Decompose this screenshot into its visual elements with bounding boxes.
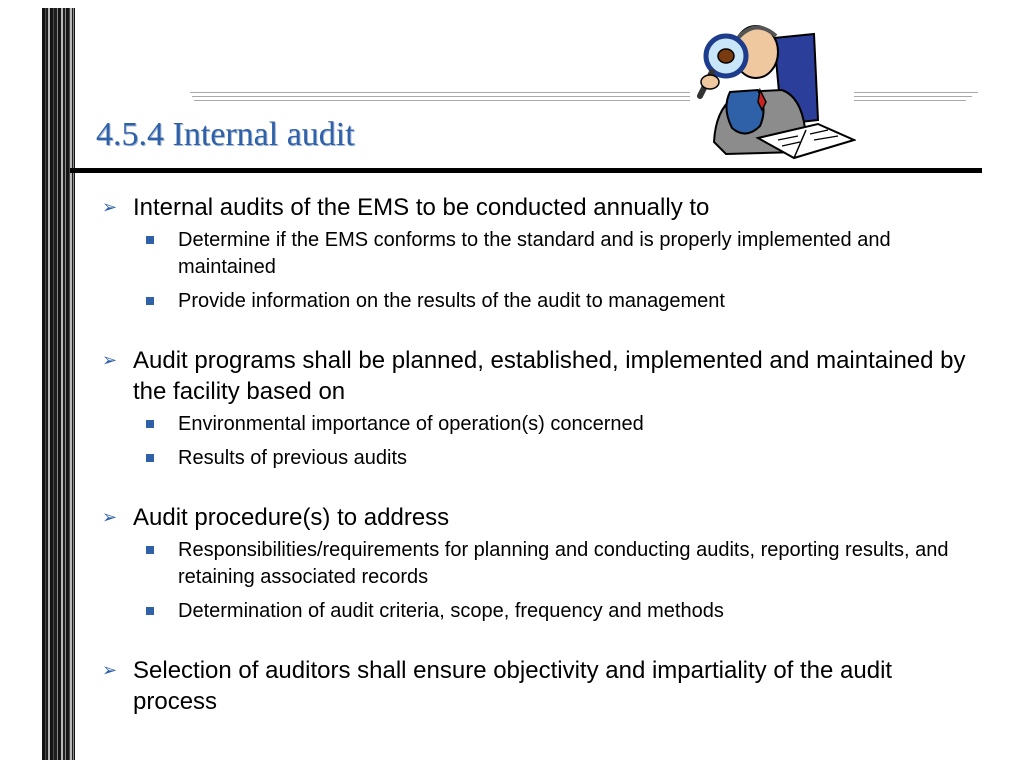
sub-bullet-text: Provide information on the results of the audit to management [178, 290, 725, 312]
sub-bullet-text: Responsibilities/requirements for planning and conducting audits, reporting results, and retaining associated records [178, 539, 949, 588]
left-decorative-stripe [42, 8, 75, 760]
square-bullet-icon [146, 297, 154, 305]
top-rule-left-3 [194, 100, 690, 101]
arrow-bullet-icon: ➢ [102, 507, 118, 527]
square-bullet-icon [146, 420, 154, 428]
top-rule-left-1 [190, 92, 690, 93]
bullet-text: Audit programs shall be planned, established, implemented and maintained by the facility based on [133, 347, 966, 405]
bullet-section-4 [96, 655, 976, 717]
bullet-text: Internal audits of the EMS to be conducted annually to [133, 194, 710, 221]
arrow-bullet-icon: ➢ [102, 197, 118, 217]
bullet-text: Audit procedure(s) to address [133, 504, 450, 531]
arrow-bullet-icon: ➢ [102, 660, 118, 680]
bullet-section-1 [96, 192, 976, 315]
slide-title: 4.5.4 Internal audit [96, 116, 355, 153]
top-rule-left-2 [192, 96, 690, 97]
square-bullet-icon [146, 546, 154, 554]
bullet-section-3 [96, 502, 976, 625]
slide-content [96, 192, 976, 747]
title-underline-bar [70, 168, 982, 173]
square-bullet-icon [146, 454, 154, 462]
auditor-with-magnifying-glass-icon [686, 12, 856, 164]
top-rule-right-1 [854, 92, 978, 93]
square-bullet-icon [146, 236, 154, 244]
bullet-text: Selection of auditors shall ensure objectivity and impartiality of the audit process [133, 657, 893, 715]
bullet-section-2 [96, 345, 976, 472]
square-bullet-icon [146, 607, 154, 615]
sub-bullet-text: Determine if the EMS conforms to the standard and is properly implemented and maintained [178, 229, 891, 278]
top-rule-right-3 [854, 100, 966, 101]
sub-bullet-text: Results of previous audits [178, 447, 408, 469]
sub-bullet-text: Determination of audit criteria, scope, frequency and methods [178, 600, 724, 622]
sub-bullet-text: Environmental importance of operation(s) concerned [178, 413, 644, 435]
arrow-bullet-icon: ➢ [102, 350, 118, 370]
top-rule-right-2 [854, 96, 972, 97]
